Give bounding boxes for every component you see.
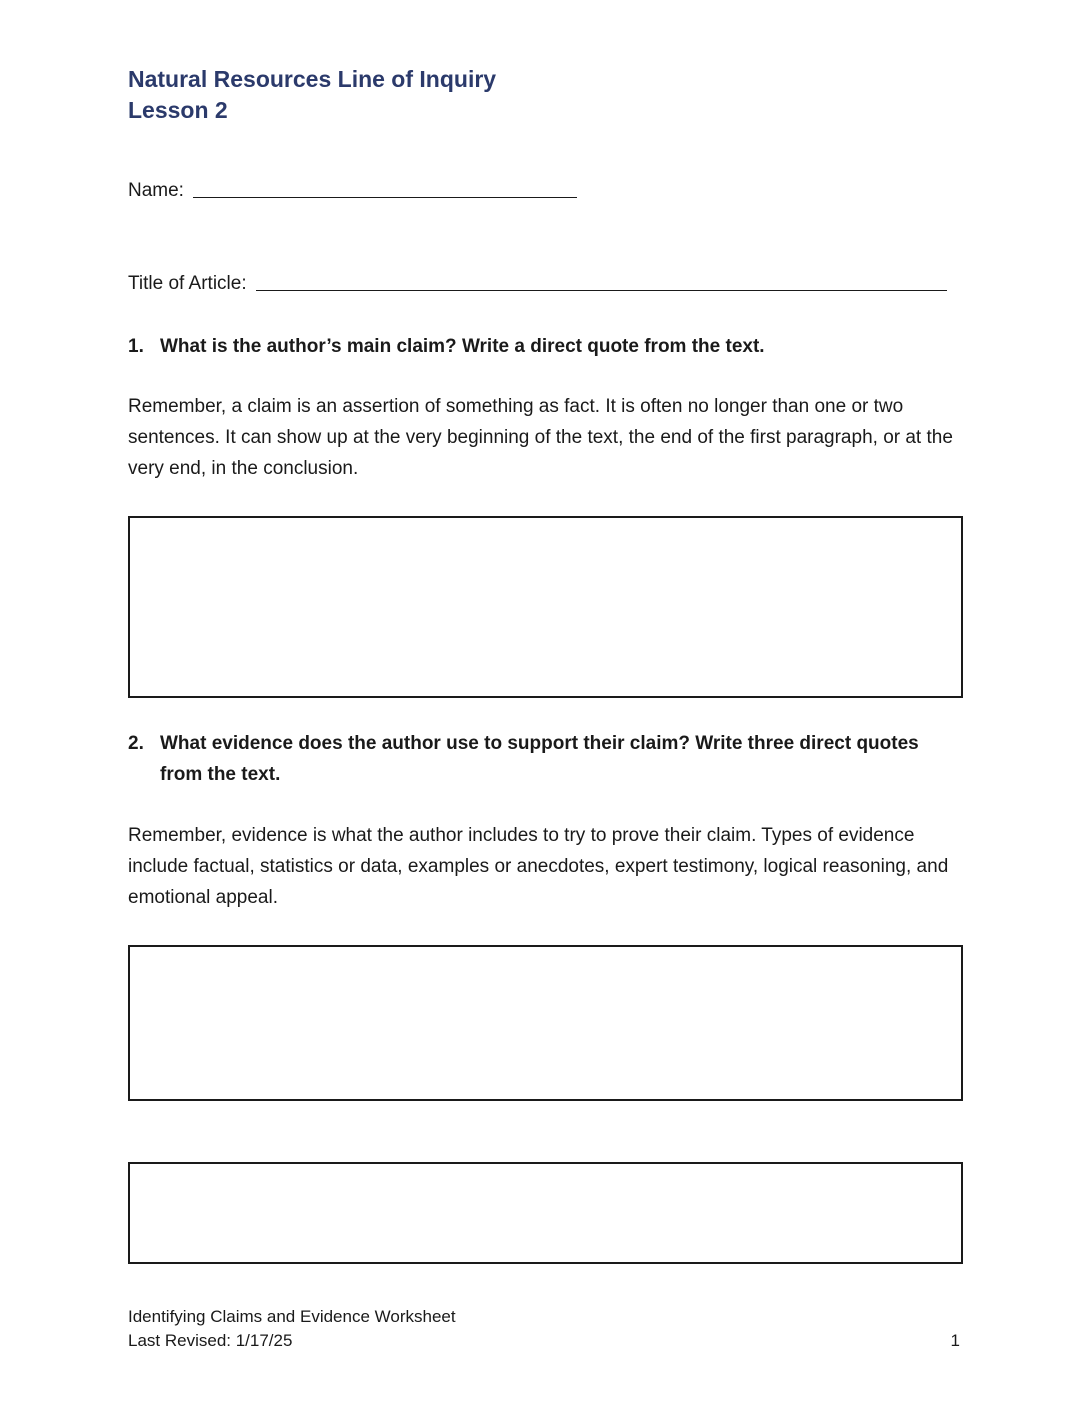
question-1-answer-box[interactable]	[128, 516, 963, 698]
question-1-note: Remember, a claim is an assertion of something as fact. It is often no longer than one or two sentences. It can show up at the very beginning of the text, the end of the first paragraph, or at the very end, in the conclusion.	[128, 396, 953, 479]
question-2	[128, 728, 963, 790]
question-2-text: What evidence does the author use to support their claim? Write three direct quotes from the text.	[160, 733, 919, 785]
name-label: Name:	[128, 180, 184, 201]
question-2-answer-box-2[interactable]	[128, 1162, 963, 1264]
page-number: 1	[950, 1331, 960, 1350]
question-2-answer-box-1[interactable]	[128, 945, 963, 1101]
question-1-text: What is the author’s main claim? Write a direct quote from the text.	[160, 336, 765, 357]
article-title-blank-line[interactable]	[256, 289, 947, 291]
question-2-number: 2.	[128, 733, 144, 754]
name-blank-line[interactable]	[193, 196, 577, 198]
article-title-field-row	[128, 272, 947, 296]
article-title-label: Title of Article:	[128, 273, 247, 294]
name-field-row	[128, 179, 577, 203]
question-1	[128, 331, 963, 362]
footer	[128, 1305, 456, 1353]
lesson-label: Lesson 2	[128, 97, 228, 123]
footer-revised-date: Last Revised: 1/17/25	[128, 1331, 293, 1350]
question-1-number: 1.	[128, 336, 144, 357]
page-header	[128, 64, 496, 126]
footer-doc-title: Identifying Claims and Evidence Worksheet	[128, 1307, 456, 1326]
question-2-note: Remember, evidence is what the author includes to try to prove their claim. Types of evidence include factual, statistics or data, examples or anecdotes, expert testimony, logical reasoning, and emotional appeal.	[128, 825, 949, 908]
page-title: Natural Resources Line of Inquiry	[128, 66, 497, 92]
